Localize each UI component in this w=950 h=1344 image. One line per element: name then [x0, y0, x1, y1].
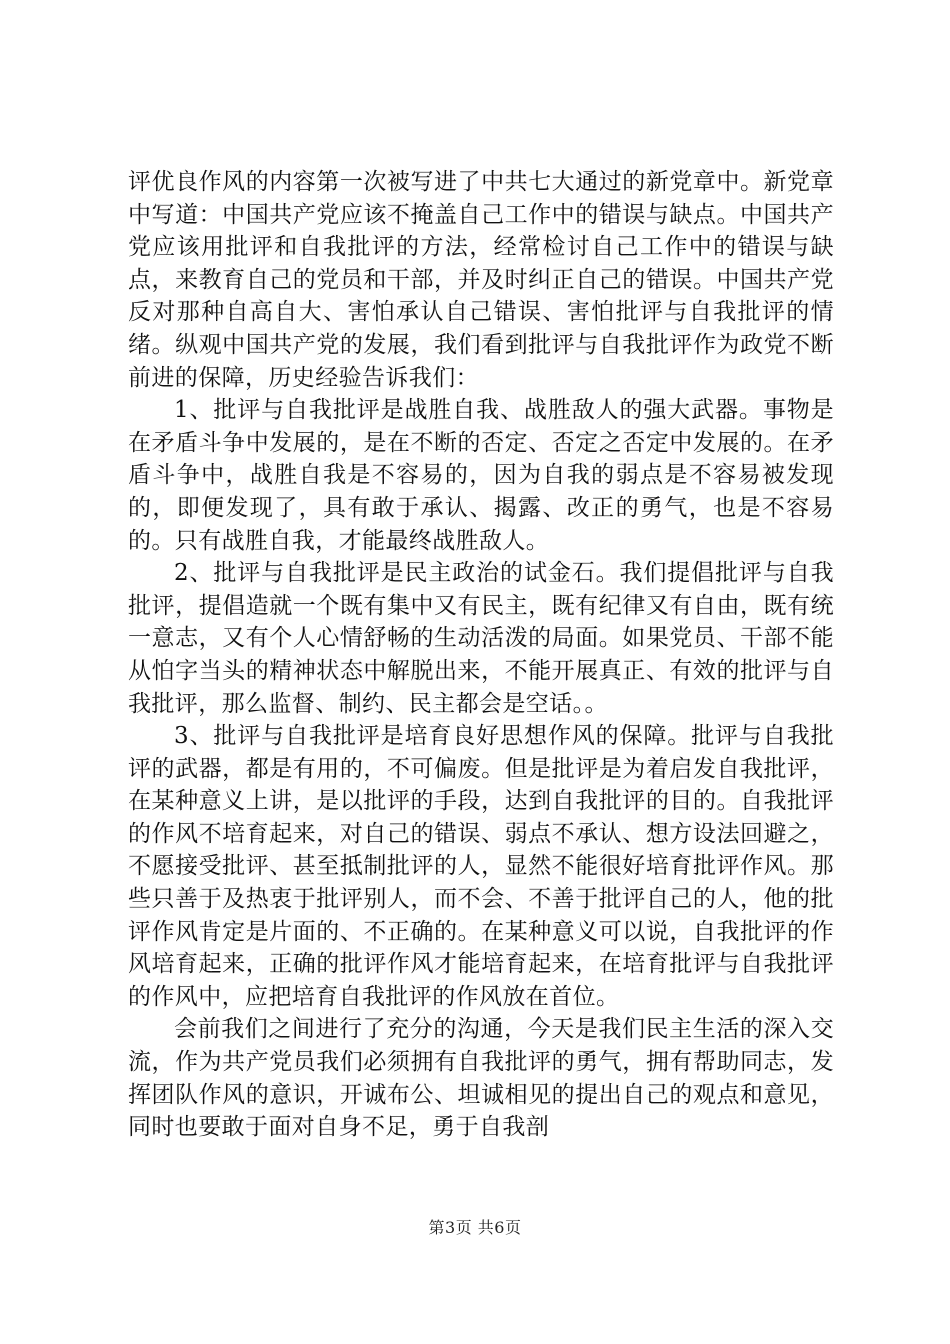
paragraph-point-3: 3、批评与自我批评是培育良好思想作风的保障。批评与自我批评的武器，都是有用的，不可偏废。但是批评是为着启发自我批评，在某种意义上讲，是以批评的手段，达到自我批评的目的。自我批评的作风不培育起来，对自己的错误、弱点不承认、想方设法回避之，不愿接受批评、甚至抵制批评的人，显然不能很好培育批评作风。那些只善于及热衷于批评别人，而不会、不善于批评自己的人，他的批评作风肯定是片面的、不正确的。在某种意义可以说，自我批评的作风培育起来，正确的批评作风才能培育起来，在培育批评与自我批评的作风中，应把培育自我批评的作风放在首位。 — [128, 723, 834, 1010]
paragraph-meeting: 会前我们之间进行了充分的沟通，今天是我们民主生活的深入交流，作为共产党员我们必须拥有自我批评的勇气，拥有帮助同志，发挥团队作风的意识，开诚布公、坦诚相见的提出自己的观点和意见，同时也要敢于面对自身不足，勇于自我剖 — [128, 1016, 834, 1141]
paragraph-continuation: 评优良作风的内容第一次被写进了中共七大通过的新党章中。新党章中写道：中国共产党应该不掩盖自己工作中的错误与缺点。中国共产党应该用批评和自我批评的方法，经常检讨自己工作中的错误与缺点，来教育自己的党员和干部，并及时纠正自己的错误。中国共产党反对那种自高自大、害怕承认自己错误、害怕批评与自我批评的情绪。纵观中国共产党的发展，我们看到批评与自我批评作为政党不断前进的保障，历史经验告诉我们： — [128, 169, 834, 391]
paragraph-point-1: 1、批评与自我批评是战胜自我、战胜敌人的强大武器。事物是在矛盾斗争中发展的，是在不断的否定、否定之否定中发展的。在矛盾斗争中，战胜自我是不容易的，因为自我的弱点是不容易被发现的，即便发现了，具有敢于承认、揭露、改正的勇气，也是不容易的。只有战胜自我，才能最终战胜敌人。 — [128, 397, 834, 554]
paragraph-point-2: 2、批评与自我批评是民主政治的试金石。我们提倡批评与自我批评，提倡造就一个既有集中又有民主，既有纪律又有自由，既有统一意志，又有个人心情舒畅的生动活泼的局面。如果党员、干部不能从怕字当头的精神状态中解脱出来，不能开展真正、有效的批评与自我批评，那么监督、制约、民主都会是空话。。 — [128, 560, 834, 717]
page-number-footer: 第3页 共6页 — [428, 1218, 522, 1237]
document-body — [128, 166, 834, 1144]
